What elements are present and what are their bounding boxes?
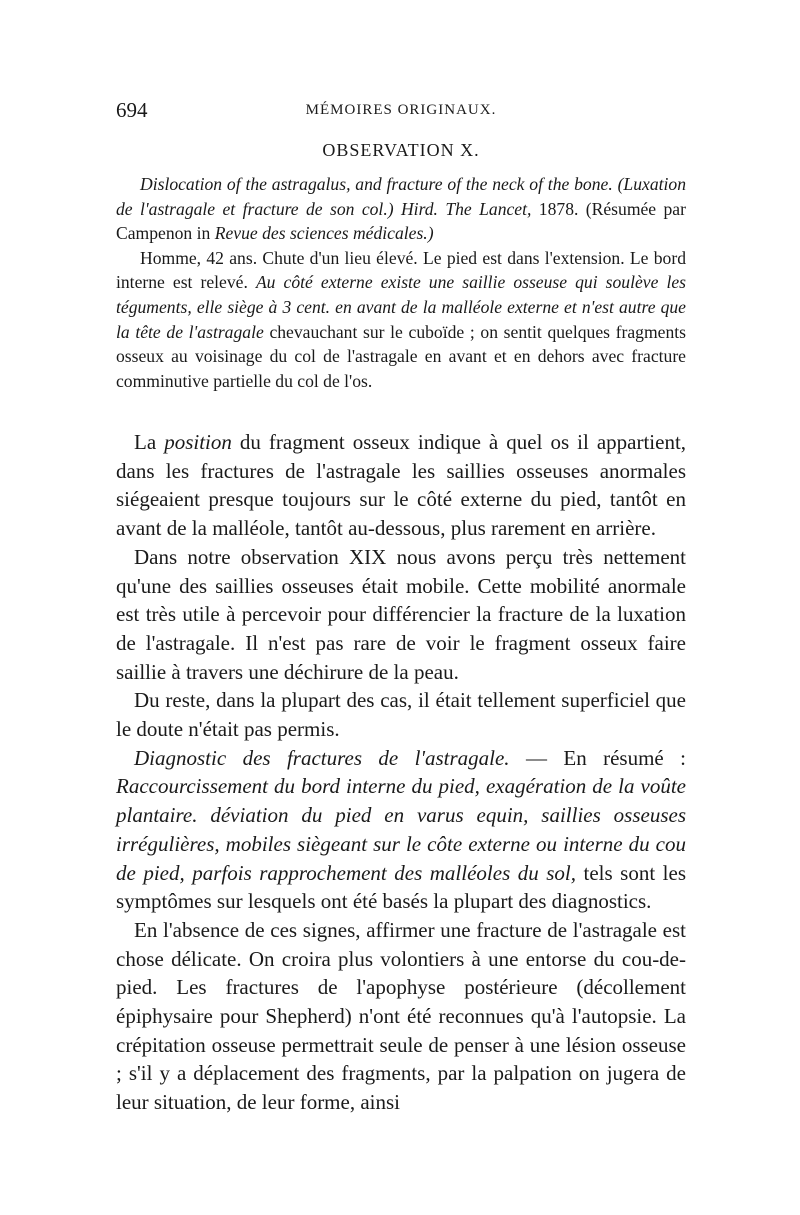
case-report [116, 172, 686, 393]
diagnostic-heading: Diagnostic des fractures de l'astragale. [134, 745, 510, 770]
page-number: 694 [116, 98, 148, 122]
p4-symptoms: Raccourcissement du bord interne du pied, exagération de la voûte plantaire. déviation du pied en varus equin, saillies osseuses irrégulières, mobiles siègeant sur le côte externe ou interne du cou de pied, parfois rapprochement des malléoles du sol, [116, 774, 686, 885]
running-head: MÉMOIRES ORIGINAUX. [305, 102, 497, 118]
case-source: 1878. (Résumée par Campenon in [116, 198, 686, 244]
case-subtitle: (Luxation de l'astragale et fracture de son col.) Hird. The Lancet, [116, 174, 686, 219]
main-text [116, 428, 686, 1117]
observation-number: X. [460, 140, 480, 160]
p4-plain-2: tels sont les symptômes sur lesquels ont été basés la plupart des diagnostics. [116, 860, 686, 914]
paragraph-2: Dans notre observation XIX nous avons perçu très nettement qu'une des saillies osseuses était mobile. Cette mobilité anormale est très utile à percevoir pour différencier la fracture de la luxation de l'astragale. Il n'est pas rare de voir le fragment osseux faire saillie à travers une déchirure de la peau. [116, 544, 686, 684]
case-title-text: Dislocation of the astragalus, and fracture of the neck of the bone. [140, 174, 613, 194]
case-text-2: chevauchant sur le cuboïde ; on sentit quelques fragments osseux au voisinage du col de l'astragale en avant et en dehors avec fracture comminutive partielle du col de l'os. [116, 321, 686, 391]
paragraph-1 [116, 428, 686, 543]
p1-italic: position [164, 430, 232, 454]
observation-label: BSERVATION [336, 140, 455, 160]
paragraph-4 [116, 744, 686, 916]
observation-heading [116, 140, 686, 161]
paragraph-3: Du reste, dans la plupart des cas, il était tellement superficiel que le doute n'était pas permis. [116, 688, 686, 742]
p1-start: La [134, 430, 157, 454]
case-source-journal: Revue des sciences médicales.) [214, 223, 434, 244]
paragraph-5: En l'absence de ces signes, affirmer une fracture de l'astragale est chose délicate. On croira plus volontiers à une entorse du cou-de-pied. Les fractures de l'apophyse postérieure (décollement épiphysaire pour Shepherd) n'ont été reconnues qu'à l'autopsie. La crépitation osseuse permettrait seule de penser à une lésion osseuse ; s'il y a déplacement des fragments, par la palpation on jugera de leur situation, de leur forme, ainsi [116, 917, 686, 1115]
observation-prefix: O [322, 140, 337, 160]
case-title [116, 172, 686, 246]
page-header [116, 98, 686, 128]
case-text-italic: Au côté externe existe une saillie osseuse qui soulève les téguments, elle siège à 3 cent. en avant de la malléole externe et n'est autre que la tête de l'astragale [116, 272, 686, 342]
p4-plain-1: — En résumé : [525, 745, 686, 770]
p1-rest: du fragment osseux indique à quel os il appartient, dans les fractures de l'astragale les saillies osseuses anormales siégeaient presque toujours sur le côté externe du pied, tantôt en avant de la malléole, tantôt au-dessous, plus rarement en arrière. [116, 430, 687, 541]
case-text-1: Homme, 42 ans. Chute d'un lieu élevé. Le pied est dans l'extension. Le bord interne est relevé. [116, 247, 686, 293]
case-description [116, 246, 686, 394]
